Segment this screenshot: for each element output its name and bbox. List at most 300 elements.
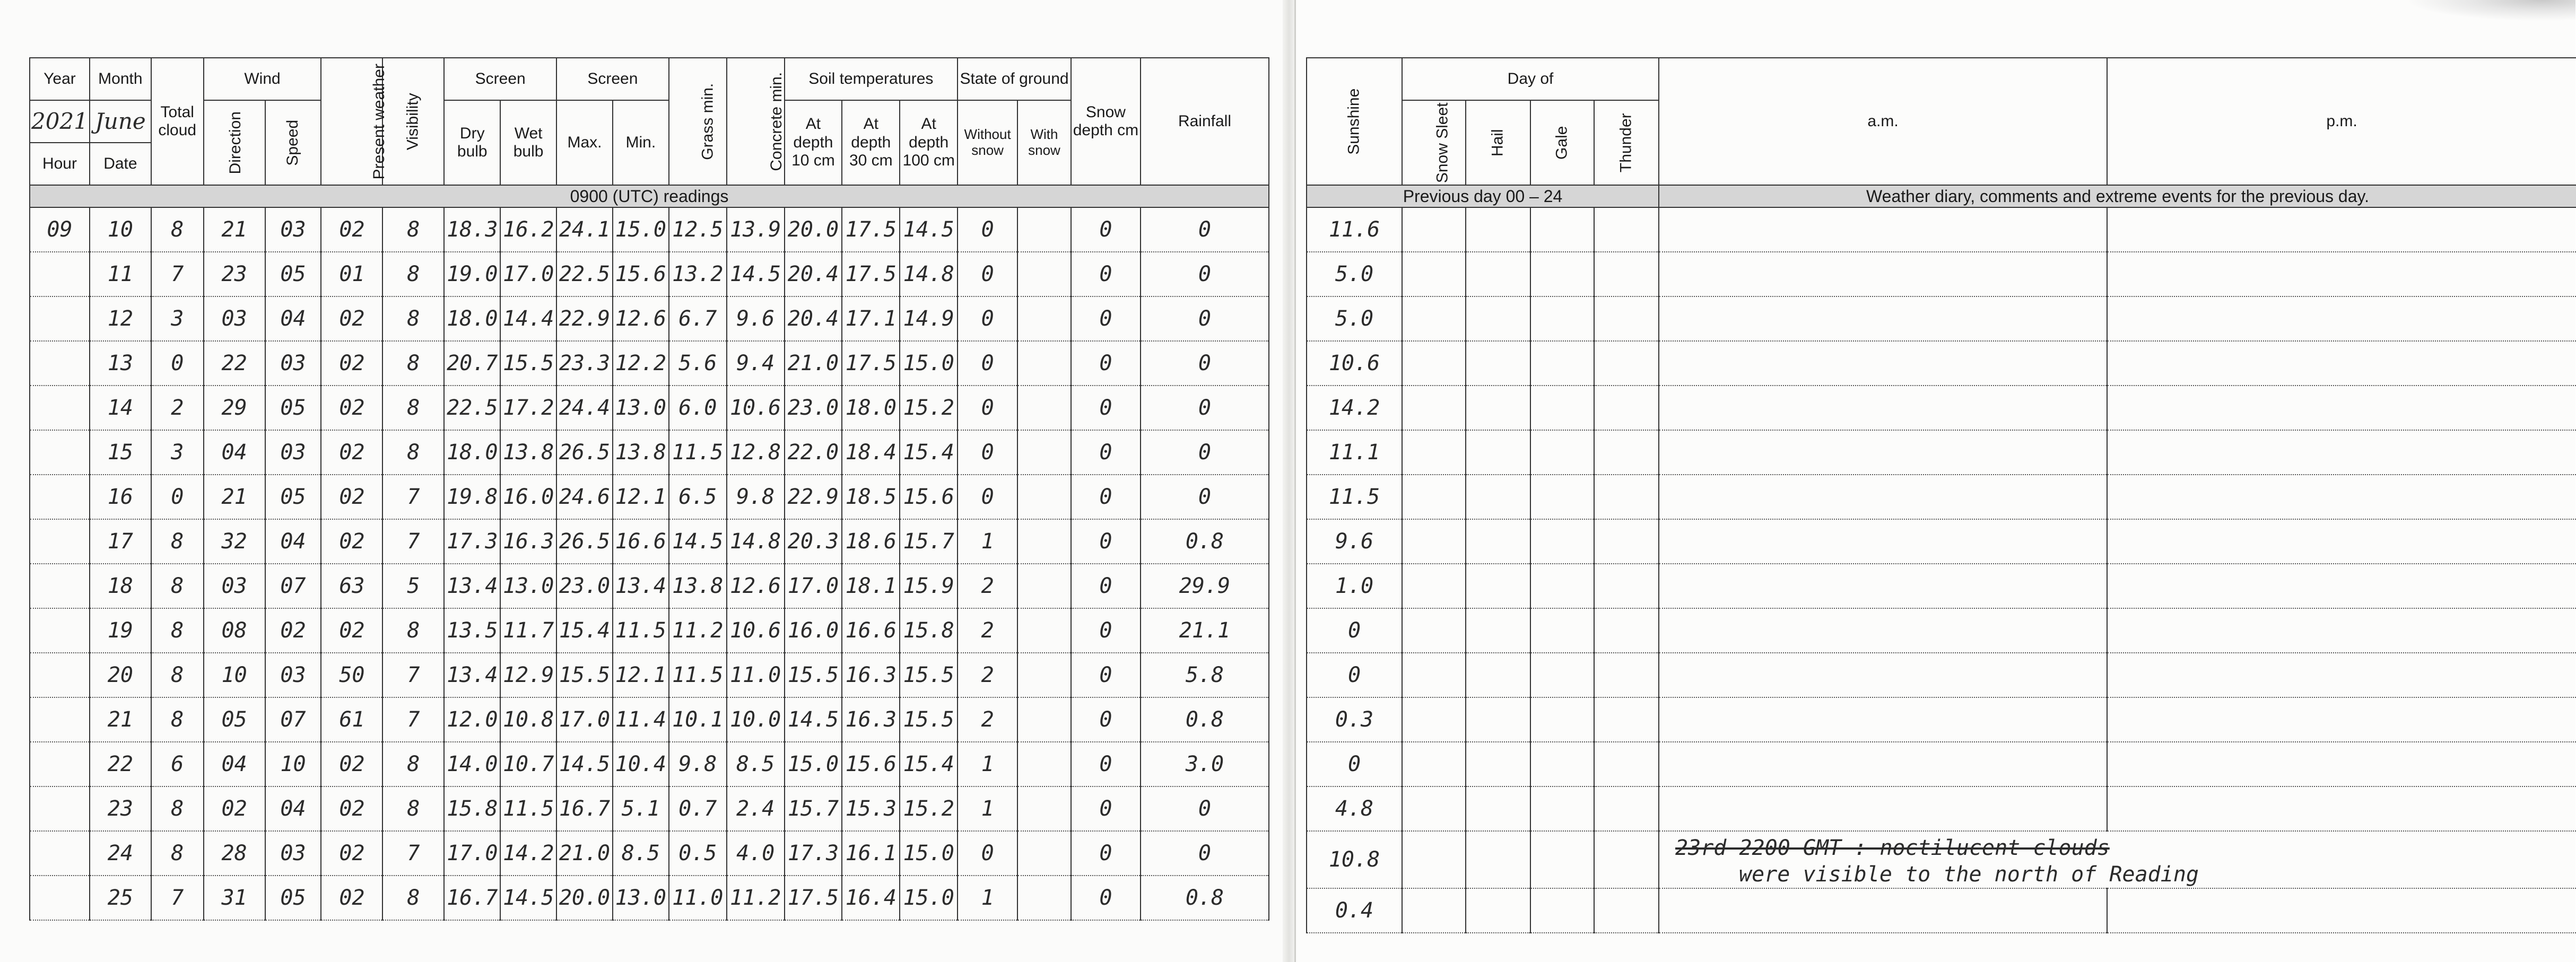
cloud-cell: 8: [151, 207, 204, 252]
soil10-cell: 17.5: [785, 876, 842, 920]
dir-cell: 04: [204, 430, 265, 475]
sunshine-cell: 0.3: [1307, 697, 1402, 742]
pm-header: p.m.: [2107, 58, 2576, 185]
wind-header: Wind: [204, 58, 321, 100]
day-of-cell: [1530, 341, 1594, 386]
soil30-cell: 15.3: [842, 786, 900, 831]
speed-cell: 03: [265, 207, 321, 252]
speed-cell: 05: [265, 475, 321, 519]
soil-100cm-header: At depth 100 cm: [900, 100, 958, 185]
soil10-cell: 22.9: [785, 475, 842, 519]
withsnow-cell: [1017, 341, 1071, 386]
vis-cell: 7: [382, 697, 444, 742]
rain-cell: 29.9: [1141, 564, 1269, 608]
dry-cell: 19.0: [444, 252, 500, 296]
withsnow-cell: [1017, 252, 1071, 296]
vis-cell: 8: [382, 430, 444, 475]
rain-cell: 0: [1141, 296, 1269, 341]
sunshine-cell: 11.5: [1307, 475, 1402, 519]
day-of-cell: [1402, 386, 1466, 430]
sunshine-cell: 14.2: [1307, 386, 1402, 430]
soil100-cell: 15.6: [900, 475, 958, 519]
soil100-cell: 14.5: [900, 207, 958, 252]
grass-cell: 12.5: [669, 207, 727, 252]
wet-cell: 11.5: [500, 786, 556, 831]
total-cloud-header: Total cloud: [151, 58, 204, 185]
date-cell: 15: [90, 430, 151, 475]
year-header: Year: [30, 58, 90, 100]
hour-cell: [30, 786, 90, 831]
snowdepth-cell: 0: [1071, 519, 1141, 564]
snowdepth-cell: 0: [1071, 653, 1141, 697]
day-of-cell: [1402, 831, 1466, 888]
readings-table: [29, 57, 1269, 921]
hour-cell: [30, 430, 90, 475]
dry-cell: 20.7: [444, 341, 500, 386]
previous-day-band: Previous day 00 – 24: [1307, 185, 1659, 207]
day-of-cell: [1402, 786, 1466, 831]
sunshine-cell: 0: [1307, 742, 1402, 786]
day-of-cell: [1594, 831, 1659, 888]
concrete-cell: 14.5: [727, 252, 785, 296]
soil30-cell: 16.1: [842, 831, 900, 876]
am-cell: [1659, 564, 2107, 608]
dry-cell: 18.0: [444, 430, 500, 475]
concrete-cell: 8.5: [727, 742, 785, 786]
day-of-cell: [1402, 252, 1466, 296]
day-of-cell: [1466, 608, 1530, 653]
dir-cell: 03: [204, 296, 265, 341]
soil30-cell: 17.5: [842, 207, 900, 252]
max-cell: 14.5: [556, 742, 613, 786]
date-header: Date: [90, 143, 151, 185]
vis-cell: 8: [382, 786, 444, 831]
date-cell: 23: [90, 786, 151, 831]
hour-cell: [30, 608, 90, 653]
dir-cell: 05: [204, 697, 265, 742]
table-row: [30, 831, 1269, 876]
soil10-cell: 20.0: [785, 207, 842, 252]
hail-label: Hail: [1489, 129, 1507, 156]
max-cell: 15.5: [556, 653, 613, 697]
min-cell: 13.4: [613, 564, 669, 608]
wet-cell: 16.0: [500, 475, 556, 519]
soil-30cm-header: At depth 30 cm: [842, 100, 900, 185]
day-of-cell: [1466, 786, 1530, 831]
max-header: Max.: [556, 100, 613, 185]
dir-cell: 32: [204, 519, 265, 564]
snowdepth-cell: 0: [1071, 430, 1141, 475]
weather-cell: 02: [321, 207, 382, 252]
day-of-cell: [1466, 742, 1530, 786]
grass-cell: 9.8: [669, 742, 727, 786]
soil100-cell: 15.4: [900, 742, 958, 786]
soil30-cell: 17.1: [842, 296, 900, 341]
table-row: [30, 697, 1269, 742]
day-of-cell: [1466, 888, 1530, 933]
min-cell: 13.0: [613, 386, 669, 430]
soil10-cell: 16.0: [785, 608, 842, 653]
pm-cell: [2107, 296, 2576, 341]
vis-cell: 7: [382, 475, 444, 519]
diary-row: [1307, 888, 2576, 933]
cloud-cell: 6: [151, 742, 204, 786]
grass-cell: 14.5: [669, 519, 727, 564]
soil30-cell: 18.4: [842, 430, 900, 475]
wet-cell: 16.3: [500, 519, 556, 564]
dir-cell: 21: [204, 475, 265, 519]
rain-cell: 3.0: [1141, 742, 1269, 786]
date-cell: 24: [90, 831, 151, 876]
hour-cell: 09: [30, 207, 90, 252]
speed-cell: 05: [265, 386, 321, 430]
snowdepth-cell: 0: [1071, 475, 1141, 519]
dry-cell: 15.8: [444, 786, 500, 831]
day-of-cell: [1594, 207, 1659, 252]
max-cell: 16.7: [556, 786, 613, 831]
cloud-cell: 7: [151, 252, 204, 296]
hour-cell: [30, 653, 90, 697]
day-of-cell: [1530, 742, 1594, 786]
weather-cell: 02: [321, 341, 382, 386]
concrete-cell: 4.0: [727, 831, 785, 876]
withsnow-cell: [1017, 786, 1071, 831]
min-cell: 8.5: [613, 831, 669, 876]
soil30-cell: 17.5: [842, 341, 900, 386]
date-cell: 13: [90, 341, 151, 386]
soil10-cell: 15.7: [785, 786, 842, 831]
pm-cell: [2107, 697, 2576, 742]
grass-cell: 5.6: [669, 341, 727, 386]
min-cell: 10.4: [613, 742, 669, 786]
dry-cell: 16.7: [444, 876, 500, 920]
day-of-cell: [1594, 386, 1659, 430]
max-cell: 24.4: [556, 386, 613, 430]
ground-cell: 1: [958, 876, 1017, 920]
snowdepth-cell: 0: [1071, 252, 1141, 296]
dir-cell: 23: [204, 252, 265, 296]
cloud-cell: 0: [151, 475, 204, 519]
pm-cell: [2107, 207, 2576, 252]
day-of-cell: [1530, 888, 1594, 933]
day-of-cell: [1530, 207, 1594, 252]
ground-cell: 0: [958, 341, 1017, 386]
am-cell: [1659, 742, 2107, 786]
max-cell: 17.0: [556, 697, 613, 742]
snowdepth-cell: 0: [1071, 786, 1141, 831]
wet-cell: 15.5: [500, 341, 556, 386]
withsnow-cell: [1017, 876, 1071, 920]
soil100-cell: 15.5: [900, 697, 958, 742]
sunshine-cell: 5.0: [1307, 252, 1402, 296]
hour-cell: [30, 386, 90, 430]
thunder-label: Thunder: [1617, 113, 1635, 172]
grass-cell: 11.2: [669, 608, 727, 653]
soil-10cm-header: At depth 10 cm: [785, 100, 842, 185]
am-cell: [1659, 207, 2107, 252]
with-snow-header: With snow: [1017, 100, 1071, 185]
table-row: [30, 564, 1269, 608]
wet-cell: 17.2: [500, 386, 556, 430]
soil30-cell: 18.1: [842, 564, 900, 608]
day-of-cell: [1530, 653, 1594, 697]
ground-cell: 0: [958, 252, 1017, 296]
grass-cell: 0.5: [669, 831, 727, 876]
am-cell: [1659, 519, 2107, 564]
soil30-cell: 18.5: [842, 475, 900, 519]
direction-label: Direction: [226, 111, 244, 174]
min-cell: 12.1: [613, 653, 669, 697]
dir-cell: 08: [204, 608, 265, 653]
soil100-cell: 15.7: [900, 519, 958, 564]
table-row: [30, 742, 1269, 786]
sunshine-header: [1307, 58, 1402, 185]
cloud-cell: 3: [151, 430, 204, 475]
cloud-cell: 0: [151, 341, 204, 386]
rain-cell: 0: [1141, 831, 1269, 876]
sunshine-cell: 4.8: [1307, 786, 1402, 831]
speed-header: [265, 100, 321, 185]
cloud-cell: 8: [151, 786, 204, 831]
snowdepth-cell: 0: [1071, 207, 1141, 252]
day-of-header: Day of: [1402, 58, 1659, 100]
weather-cell: 02: [321, 608, 382, 653]
weather-cell: 02: [321, 876, 382, 920]
day-of-cell: [1402, 519, 1466, 564]
day-of-cell: [1466, 252, 1530, 296]
concrete-cell: 10.6: [727, 386, 785, 430]
speed-cell: 03: [265, 653, 321, 697]
ground-cell: 0: [958, 475, 1017, 519]
day-of-cell: [1402, 296, 1466, 341]
day-of-cell: [1466, 519, 1530, 564]
day-of-cell: [1594, 252, 1659, 296]
thunder-header: [1594, 100, 1659, 185]
dir-cell: 22: [204, 341, 265, 386]
soil30-cell: 15.6: [842, 742, 900, 786]
soil30-cell: 18.0: [842, 386, 900, 430]
soil100-cell: 15.4: [900, 430, 958, 475]
weather-cell: 02: [321, 519, 382, 564]
max-cell: 20.0: [556, 876, 613, 920]
pm-cell: [2107, 653, 2576, 697]
date-cell: 25: [90, 876, 151, 920]
vis-cell: 8: [382, 252, 444, 296]
diary-row: [1307, 207, 2576, 252]
day-of-cell: [1402, 697, 1466, 742]
vis-cell: 5: [382, 564, 444, 608]
hour-cell: [30, 564, 90, 608]
soil10-cell: 20.4: [785, 296, 842, 341]
withsnow-cell: [1017, 697, 1071, 742]
date-cell: 17: [90, 519, 151, 564]
soil100-cell: 14.9: [900, 296, 958, 341]
speed-cell: 10: [265, 742, 321, 786]
grass-cell: 11.5: [669, 653, 727, 697]
soil30-cell: 16.3: [842, 697, 900, 742]
day-of-cell: [1594, 608, 1659, 653]
vis-cell: 7: [382, 831, 444, 876]
page-corner-shadow: [2406, 0, 2575, 21]
sunshine-cell: 11.6: [1307, 207, 1402, 252]
concrete-min-label: Concrete min.: [767, 72, 785, 171]
hour-cell: [30, 252, 90, 296]
screen-dry-wet-header: Screen: [444, 58, 556, 100]
grass-cell: 10.1: [669, 697, 727, 742]
weather-cell: 02: [321, 831, 382, 876]
soil100-cell: 15.9: [900, 564, 958, 608]
snowdepth-cell: 0: [1071, 564, 1141, 608]
wet-cell: 10.7: [500, 742, 556, 786]
concrete-cell: 12.8: [727, 430, 785, 475]
diary-row: [1307, 564, 2576, 608]
max-cell: 15.4: [556, 608, 613, 653]
vis-cell: 8: [382, 742, 444, 786]
month-header: Month: [90, 58, 151, 100]
soil100-cell: 15.0: [900, 341, 958, 386]
soil100-cell: 14.8: [900, 252, 958, 296]
day-of-cell: [1530, 831, 1594, 888]
hour-cell: [30, 697, 90, 742]
gale-label: Gale: [1553, 126, 1571, 160]
vis-cell: 7: [382, 519, 444, 564]
max-cell: 22.9: [556, 296, 613, 341]
min-cell: 13.0: [613, 876, 669, 920]
rain-cell: 0.8: [1141, 519, 1269, 564]
table-row: [30, 608, 1269, 653]
soil30-cell: 18.6: [842, 519, 900, 564]
date-cell: 14: [90, 386, 151, 430]
date-cell: 19: [90, 608, 151, 653]
soil10-cell: 23.0: [785, 386, 842, 430]
diary-row: [1307, 341, 2576, 386]
max-cell: 21.0: [556, 831, 613, 876]
snowdepth-cell: 0: [1071, 608, 1141, 653]
concrete-min-header: [727, 58, 785, 185]
soil-temperatures-header: Soil temperatures: [785, 58, 958, 100]
snowdepth-cell: 0: [1071, 341, 1141, 386]
soil100-cell: 15.5: [900, 653, 958, 697]
ground-cell: 0: [958, 296, 1017, 341]
soil10-cell: 14.5: [785, 697, 842, 742]
diary-row: [1307, 608, 2576, 653]
rainfall-header: Rainfall: [1141, 58, 1269, 185]
grass-cell: 13.2: [669, 252, 727, 296]
speed-label: Speed: [284, 119, 302, 166]
snowdepth-cell: 0: [1071, 831, 1141, 876]
pm-cell: [2107, 519, 2576, 564]
snowdepth-cell: 0: [1071, 296, 1141, 341]
dry-bulb-header: Dry bulb: [444, 100, 500, 185]
wet-cell: 14.5: [500, 876, 556, 920]
rain-cell: 0: [1141, 386, 1269, 430]
dry-cell: 13.4: [444, 564, 500, 608]
day-of-cell: [1466, 207, 1530, 252]
day-of-cell: [1402, 207, 1466, 252]
table-row: [30, 430, 1269, 475]
day-of-cell: [1530, 608, 1594, 653]
max-cell: 26.5: [556, 519, 613, 564]
diary-row: [1307, 742, 2576, 786]
cloud-cell: 3: [151, 296, 204, 341]
diary-row: [1307, 252, 2576, 296]
soil100-cell: 15.2: [900, 386, 958, 430]
day-of-cell: [1594, 341, 1659, 386]
concrete-cell: 10.0: [727, 697, 785, 742]
am-cell: [1659, 888, 2107, 933]
date-cell: 10: [90, 207, 151, 252]
date-cell: 11: [90, 252, 151, 296]
day-of-cell: [1402, 475, 1466, 519]
min-cell: 12.2: [613, 341, 669, 386]
dir-cell: 21: [204, 207, 265, 252]
am-cell: [1659, 386, 2107, 430]
day-of-cell: [1466, 386, 1530, 430]
soil100-cell: 15.8: [900, 608, 958, 653]
ground-cell: 0: [958, 207, 1017, 252]
dry-cell: 18.3: [444, 207, 500, 252]
day-of-cell: [1594, 786, 1659, 831]
table-row: [30, 252, 1269, 296]
wet-cell: 13.0: [500, 564, 556, 608]
day-of-cell: [1466, 564, 1530, 608]
concrete-cell: 11.0: [727, 653, 785, 697]
diary-row: [1307, 653, 2576, 697]
vis-cell: 8: [382, 341, 444, 386]
day-of-cell: [1594, 653, 1659, 697]
soil30-cell: 16.6: [842, 608, 900, 653]
soil10-cell: 15.0: [785, 742, 842, 786]
pm-cell: [2107, 786, 2576, 831]
sunshine-cell: 11.1: [1307, 430, 1402, 475]
min-cell: 12.1: [613, 475, 669, 519]
sunshine-cell: 0.4: [1307, 888, 1402, 933]
max-cell: 26.5: [556, 430, 613, 475]
concrete-cell: 10.6: [727, 608, 785, 653]
day-of-cell: [1530, 430, 1594, 475]
diary-row: [1307, 386, 2576, 430]
speed-cell: 04: [265, 296, 321, 341]
visibility-label: Visibility: [404, 93, 422, 150]
pm-cell: [2107, 386, 2576, 430]
dry-cell: 17.3: [444, 519, 500, 564]
weather-cell: 01: [321, 252, 382, 296]
am-cell: [1659, 697, 2107, 742]
wet-cell: 10.8: [500, 697, 556, 742]
am-cell: [1659, 296, 2107, 341]
am-cell: [1659, 341, 2107, 386]
day-of-cell: [1594, 564, 1659, 608]
dry-cell: 12.0: [444, 697, 500, 742]
cloud-cell: 8: [151, 564, 204, 608]
grass-cell: 6.7: [669, 296, 727, 341]
sunshine-cell: 0: [1307, 608, 1402, 653]
table-row: [30, 386, 1269, 430]
hour-cell: [30, 475, 90, 519]
diary-entry-struck-line: 23rd 2200 GMT : noctilucent clouds: [1675, 836, 2110, 860]
dir-cell: 03: [204, 564, 265, 608]
rain-cell: 0: [1141, 252, 1269, 296]
wet-cell: 11.7: [500, 608, 556, 653]
min-header: Min.: [613, 100, 669, 185]
cloud-cell: 8: [151, 697, 204, 742]
min-cell: 16.6: [613, 519, 669, 564]
soil100-cell: 15.0: [900, 831, 958, 876]
diary-body: [1307, 207, 2576, 933]
diary-row: [1307, 831, 2576, 888]
pm-cell: [2107, 564, 2576, 608]
speed-cell: 07: [265, 697, 321, 742]
